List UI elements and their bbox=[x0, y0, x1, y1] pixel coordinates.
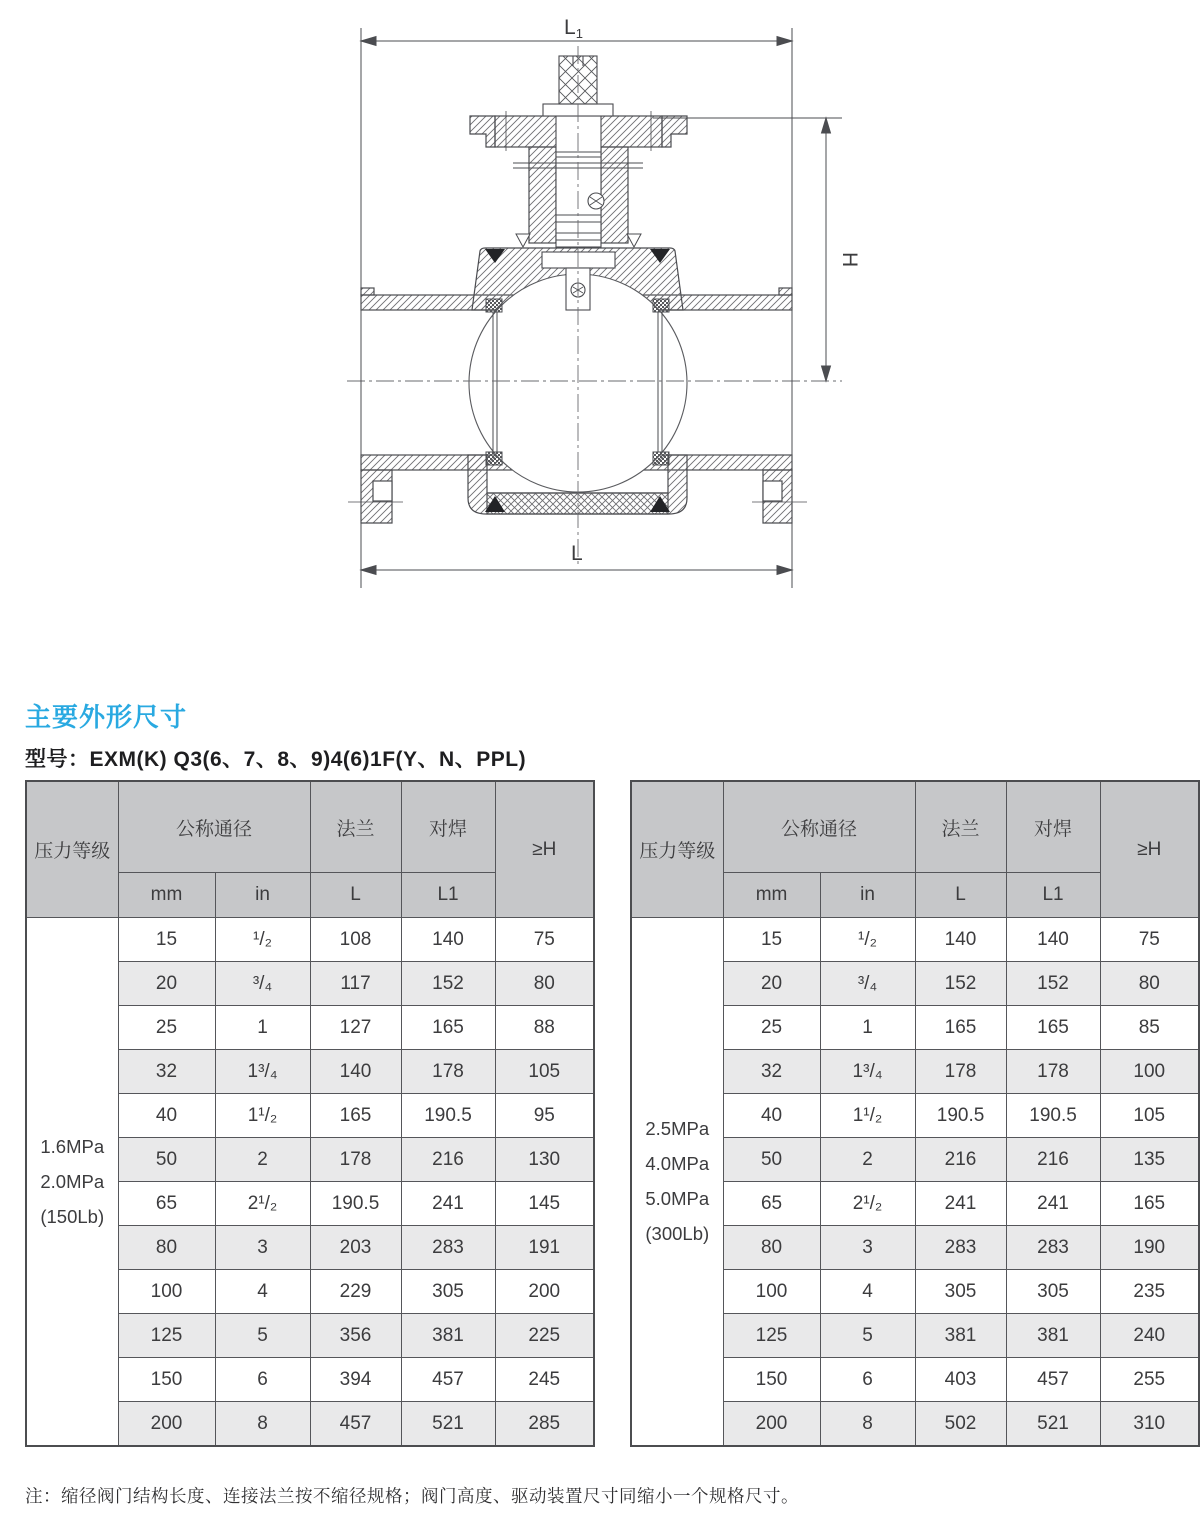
table-cell: 178 bbox=[310, 1138, 401, 1182]
table-cell: 203 bbox=[310, 1226, 401, 1270]
table-cell: 127 bbox=[310, 1006, 401, 1050]
dim-label-l1: L bbox=[564, 16, 576, 39]
table-cell: 80 bbox=[723, 1226, 820, 1270]
table-cell: 216 bbox=[401, 1138, 495, 1182]
header-h-min: ≥H bbox=[495, 781, 594, 918]
table-cell: 285 bbox=[495, 1402, 594, 1447]
table-cell: 80 bbox=[495, 962, 594, 1006]
table-cell: 105 bbox=[495, 1050, 594, 1094]
table-cell: 1¹/₂ bbox=[215, 1094, 310, 1138]
table-cell: 108 bbox=[310, 918, 401, 962]
ball-valve-section-drawing bbox=[0, 0, 1200, 660]
table-cell: 1¹/₂ bbox=[820, 1094, 915, 1138]
table-header bbox=[26, 781, 594, 918]
table-cell: 165 bbox=[1006, 1006, 1100, 1050]
header-l: L bbox=[915, 873, 1006, 918]
table-cell: 190.5 bbox=[1006, 1094, 1100, 1138]
pressure-line: 2.5MPa bbox=[645, 1118, 710, 1139]
table-cell: ³/₄ bbox=[215, 962, 310, 1006]
table-cell: 100 bbox=[723, 1270, 820, 1314]
table-cell: 457 bbox=[1006, 1358, 1100, 1402]
model-number: 型号：EXM(K) Q3(6、7、8、9)4(6)1F(Y、N、PPL) bbox=[25, 748, 527, 771]
table-cell: 40 bbox=[723, 1094, 820, 1138]
table-cell: 283 bbox=[915, 1226, 1006, 1270]
table-cell: 100 bbox=[118, 1270, 215, 1314]
table-cell: 245 bbox=[495, 1358, 594, 1402]
table-cell: 75 bbox=[495, 918, 594, 962]
table-cell: 25 bbox=[118, 1006, 215, 1050]
header-flange: 法兰 bbox=[310, 781, 401, 873]
table-cell: 150 bbox=[723, 1358, 820, 1402]
table-row bbox=[26, 918, 594, 962]
table-cell: 32 bbox=[118, 1050, 215, 1094]
pressure-line: 2.0MPa bbox=[40, 1170, 105, 1192]
table-cell: 25 bbox=[723, 1006, 820, 1050]
table-cell: 140 bbox=[310, 1050, 401, 1094]
table-cell: 403 bbox=[915, 1358, 1006, 1402]
table-cell: 80 bbox=[118, 1226, 215, 1270]
table-cell: 95 bbox=[495, 1094, 594, 1138]
table-cell: 381 bbox=[915, 1314, 1006, 1358]
pressure-line: 5.0MPa bbox=[645, 1188, 710, 1209]
table-cell: 255 bbox=[1100, 1358, 1199, 1402]
table-cell: 190 bbox=[1100, 1226, 1199, 1270]
dimension-tables bbox=[25, 780, 1200, 1447]
table-cell: 457 bbox=[310, 1402, 401, 1447]
table-cell: 140 bbox=[1006, 918, 1100, 962]
table-cell: 165 bbox=[1100, 1182, 1199, 1226]
table-cell: 85 bbox=[1100, 1006, 1199, 1050]
table-cell: 5 bbox=[820, 1314, 915, 1358]
table-cell: 165 bbox=[310, 1094, 401, 1138]
table-cell: 8 bbox=[820, 1402, 915, 1447]
table-cell: 65 bbox=[723, 1182, 820, 1226]
header-mm: mm bbox=[118, 873, 215, 918]
valve-drawing bbox=[0, 0, 1200, 660]
section-title: 主要外形尺寸 bbox=[25, 702, 188, 732]
table-cell: 178 bbox=[915, 1050, 1006, 1094]
table-cell: 165 bbox=[401, 1006, 495, 1050]
table-cell: 8 bbox=[215, 1402, 310, 1447]
header-l1: L1 bbox=[1006, 873, 1100, 918]
table-cell: 88 bbox=[495, 1006, 594, 1050]
table-cell: 40 bbox=[118, 1094, 215, 1138]
table-cell: 130 bbox=[495, 1138, 594, 1182]
table-cell: 381 bbox=[1006, 1314, 1100, 1358]
table-cell: 2¹/₂ bbox=[820, 1182, 915, 1226]
table-cell: 178 bbox=[1006, 1050, 1100, 1094]
pressure-rating-cell bbox=[26, 918, 118, 1447]
table-cell: 80 bbox=[1100, 962, 1199, 1006]
table-body bbox=[631, 918, 1199, 1447]
pressure-rating-cell bbox=[631, 918, 723, 1447]
table-cell: 20 bbox=[118, 962, 215, 1006]
table-cell: 5 bbox=[215, 1314, 310, 1358]
pressure-line: (300Lb) bbox=[645, 1223, 710, 1244]
table-cell: 150 bbox=[118, 1358, 215, 1402]
dim-label-h: H bbox=[838, 252, 861, 268]
header-h-min: ≥H bbox=[1100, 781, 1199, 918]
table-cell: 190.5 bbox=[310, 1182, 401, 1226]
table-header bbox=[631, 781, 1199, 918]
footnote: 注：缩径阀门结构长度、连接法兰按不缩径规格；阀门高度、驱动装置尺寸同缩小一个规格尺寸。 bbox=[25, 1487, 799, 1507]
table-cell: 191 bbox=[495, 1226, 594, 1270]
dimension-table-150lb bbox=[25, 780, 595, 1447]
header-mm: mm bbox=[723, 873, 820, 918]
header-nominal-diameter: 公称通径 bbox=[118, 781, 310, 873]
table-cell: 3 bbox=[820, 1226, 915, 1270]
table-cell: 50 bbox=[723, 1138, 820, 1182]
table-cell: 241 bbox=[915, 1182, 1006, 1226]
table-cell: 125 bbox=[118, 1314, 215, 1358]
table-cell: 2 bbox=[215, 1138, 310, 1182]
header-flange: 法兰 bbox=[915, 781, 1006, 873]
table-cell: 2 bbox=[820, 1138, 915, 1182]
table-row bbox=[631, 918, 1199, 962]
table-cell: 241 bbox=[1006, 1182, 1100, 1226]
dim-label-l: L bbox=[571, 542, 583, 565]
table-cell: 521 bbox=[1006, 1402, 1100, 1447]
table-cell: 200 bbox=[723, 1402, 820, 1447]
table-cell: 15 bbox=[723, 918, 820, 962]
table-cell: 32 bbox=[723, 1050, 820, 1094]
table-cell: 190.5 bbox=[915, 1094, 1006, 1138]
table-cell: 178 bbox=[401, 1050, 495, 1094]
pressure-line: 1.6MPa bbox=[40, 1135, 105, 1157]
table-cell: 15 bbox=[118, 918, 215, 962]
table-cell: 356 bbox=[310, 1314, 401, 1358]
svg-text:L1: L1 bbox=[564, 16, 583, 41]
table-cell: 200 bbox=[118, 1402, 215, 1447]
table-cell: 229 bbox=[310, 1270, 401, 1314]
table-cell: 1³/₄ bbox=[820, 1050, 915, 1094]
table-cell: 165 bbox=[915, 1006, 1006, 1050]
table-cell: 216 bbox=[1006, 1138, 1100, 1182]
table-cell: 1³/₄ bbox=[215, 1050, 310, 1094]
pressure-line: 4.0MPa bbox=[645, 1153, 710, 1174]
table-cell: 4 bbox=[820, 1270, 915, 1314]
table-cell: 152 bbox=[915, 962, 1006, 1006]
table-cell: 20 bbox=[723, 962, 820, 1006]
header-l: L bbox=[310, 873, 401, 918]
table-cell: 2¹/₂ bbox=[215, 1182, 310, 1226]
table-cell: 1 bbox=[820, 1006, 915, 1050]
header-nominal-diameter: 公称通径 bbox=[723, 781, 915, 873]
table-cell: 310 bbox=[1100, 1402, 1199, 1447]
table-cell: 3 bbox=[215, 1226, 310, 1270]
header-in: in bbox=[215, 873, 310, 918]
table-cell: ³/₄ bbox=[820, 962, 915, 1006]
table-cell: 152 bbox=[1006, 962, 1100, 1006]
header-l1: L1 bbox=[401, 873, 495, 918]
header-pressure: 压力等级 bbox=[631, 781, 723, 918]
dimension-table-300lb bbox=[630, 780, 1200, 1447]
dimension-l bbox=[361, 542, 792, 575]
table-cell: 105 bbox=[1100, 1094, 1199, 1138]
table-cell: 190.5 bbox=[401, 1094, 495, 1138]
table-cell: 135 bbox=[1100, 1138, 1199, 1182]
table-cell: 6 bbox=[820, 1358, 915, 1402]
table-cell: 216 bbox=[915, 1138, 1006, 1182]
table-cell: 125 bbox=[723, 1314, 820, 1358]
table-cell: 305 bbox=[1006, 1270, 1100, 1314]
header-pressure: 压力等级 bbox=[26, 781, 118, 918]
table-cell: 394 bbox=[310, 1358, 401, 1402]
table-cell: 305 bbox=[401, 1270, 495, 1314]
table-cell: 145 bbox=[495, 1182, 594, 1226]
table-cell: 457 bbox=[401, 1358, 495, 1402]
table-cell: ¹/₂ bbox=[215, 918, 310, 962]
dimension-h bbox=[653, 118, 861, 381]
table-cell: 235 bbox=[1100, 1270, 1199, 1314]
table-cell: 1 bbox=[215, 1006, 310, 1050]
table-cell: 283 bbox=[1006, 1226, 1100, 1270]
header-butt-weld: 对焊 bbox=[401, 781, 495, 873]
table-cell: 240 bbox=[1100, 1314, 1199, 1358]
table-cell: 241 bbox=[401, 1182, 495, 1226]
table-cell: 152 bbox=[401, 962, 495, 1006]
header-butt-weld: 对焊 bbox=[1006, 781, 1100, 873]
table-cell: 6 bbox=[215, 1358, 310, 1402]
table-cell: 50 bbox=[118, 1138, 215, 1182]
table-cell: 140 bbox=[401, 918, 495, 962]
table-cell: 283 bbox=[401, 1226, 495, 1270]
table-cell: 200 bbox=[495, 1270, 594, 1314]
table-cell: 117 bbox=[310, 962, 401, 1006]
table-cell: 521 bbox=[401, 1402, 495, 1447]
table-cell: 381 bbox=[401, 1314, 495, 1358]
table-cell: 305 bbox=[915, 1270, 1006, 1314]
table-cell: ¹/₂ bbox=[820, 918, 915, 962]
pressure-line: (150Lb) bbox=[40, 1205, 105, 1227]
table-cell: 75 bbox=[1100, 918, 1199, 962]
table-cell: 65 bbox=[118, 1182, 215, 1226]
table-cell: 502 bbox=[915, 1402, 1006, 1447]
header-in: in bbox=[820, 873, 915, 918]
table-cell: 4 bbox=[215, 1270, 310, 1314]
table-body bbox=[26, 918, 594, 1447]
table-cell: 100 bbox=[1100, 1050, 1199, 1094]
table-cell: 140 bbox=[915, 918, 1006, 962]
table-cell: 225 bbox=[495, 1314, 594, 1358]
